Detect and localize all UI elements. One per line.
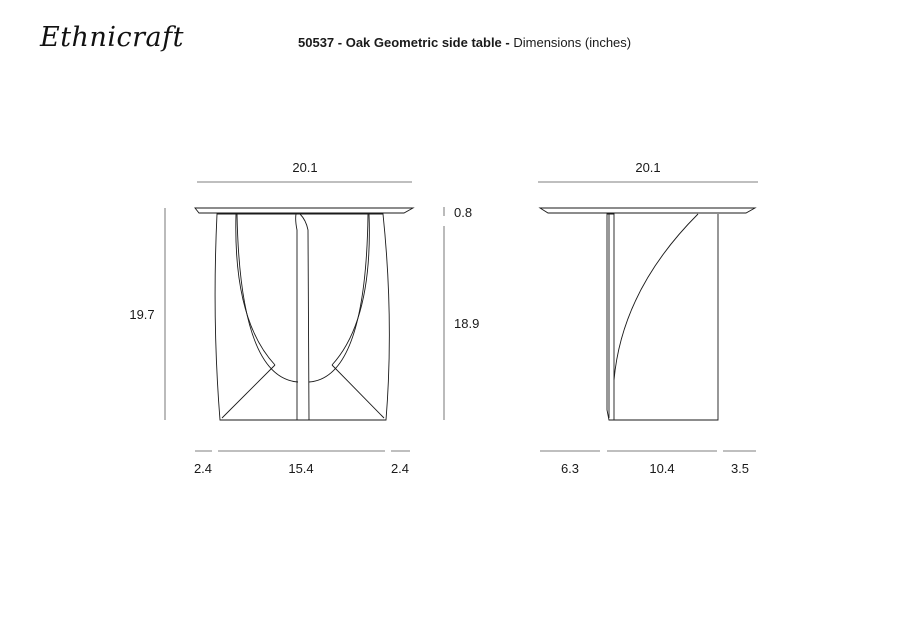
side-right-overhang-label: 3.5 — [730, 461, 750, 476]
side-tabletop — [540, 208, 755, 213]
side-view — [538, 160, 758, 476]
side-base-width-label: 10.4 — [649, 461, 675, 476]
front-center-slab — [296, 214, 309, 420]
title-separator: - — [334, 35, 346, 50]
front-base-outline — [215, 214, 389, 420]
front-base-width-label: 15.4 — [288, 461, 314, 476]
side-left-overhang-label: 6.3 — [560, 461, 580, 476]
product-number: 50537 — [298, 35, 335, 50]
side-main-block — [614, 214, 718, 420]
front-view — [129, 160, 479, 476]
front-right-overhang-label: 2.4 — [390, 461, 410, 476]
front-leg-height-label: 18.9 — [454, 316, 480, 331]
side-thin-slab — [607, 214, 614, 420]
front-left-overhang-label: 2.4 — [193, 461, 213, 476]
title-subtitle: Dimensions (inches) — [513, 35, 632, 50]
front-top-thickness-label: 0.8 — [454, 205, 473, 220]
title-separator: - — [501, 35, 514, 50]
front-total-height-label: 19.7 — [129, 307, 155, 322]
front-tabletop — [195, 208, 413, 213]
front-arch — [237, 214, 298, 382]
front-width-label: 20.1 — [292, 160, 318, 175]
front-base-diagonal-left — [222, 365, 275, 418]
front-base-diagonal-right — [332, 365, 384, 418]
side-curve — [614, 214, 698, 380]
brand-logo: Ethnicraft — [40, 22, 184, 53]
product-name: Oak Geometric side table — [345, 35, 502, 50]
side-width-label: 20.1 — [635, 160, 661, 175]
